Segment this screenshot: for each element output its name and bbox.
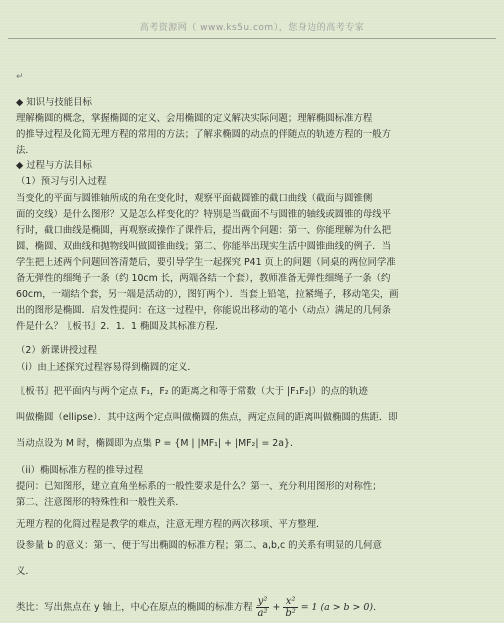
paragraph-line: 行时，截口曲线是椭圆，再观察或操作了课件后，提出两个问题：第一、你能理解为什么把 bbox=[16, 225, 392, 236]
paragraph-line: 件是什么？〖板书〗2．1．1 椭圆及其标准方程． bbox=[16, 321, 225, 332]
paragraph-line: 出的图形是椭圆．启发性提问：在这一过程中，你能说出移动的笔小（动点）满足的几何条 bbox=[16, 305, 392, 316]
page-header: 高考资源网（ www.ks5u.com），您身边的高考专家 bbox=[139, 23, 365, 33]
paragraph-line: 当变化的平面与圆锥轴所成的角在变化时，观察平面截圆锥的截口曲线（截面与圆锥侧 bbox=[16, 193, 373, 204]
paragraph-mark-icon: ↵ bbox=[16, 72, 24, 82]
header-divider bbox=[8, 38, 496, 39]
heading-knowledge-goals: ◆ 知识与技能目标 bbox=[16, 97, 92, 108]
paragraph-line: 备无弹性的细绳子一条（约 10cm 长，两端各结一个套），教师准备无弹性细绳子一条（约 bbox=[16, 273, 391, 284]
analogy-text: 类比：写出焦点在 y 轴上，中心在原点的椭圆的标准方程 bbox=[16, 602, 253, 613]
subheading-derivation: （ii）椭圆标准方程的推导过程 bbox=[16, 465, 144, 476]
paragraph-line: 叫做椭圆（ellipse）．其中这两个定点叫做椭圆的焦点，两定点间的距离叫做椭圆的焦距．即 bbox=[16, 412, 398, 423]
paragraph-line: 学生把上述两个问题回答清楚后，要引导学生一起探究 P41 页上的问题（同桌的两位同学准 bbox=[16, 257, 396, 268]
paragraph-line: 当动点设为 M 时，椭圆即为点集 P = {M | |MF₁| + |MF₂| = 2a}． bbox=[16, 438, 300, 449]
paragraph-line: （i）由上述探究过程容易得到椭圆的定义． bbox=[16, 362, 197, 373]
paragraph-line: 第二、注意图形的特殊性和一般性关系． bbox=[16, 497, 185, 508]
subheading-new-lesson: （2）新课讲授过程 bbox=[16, 345, 97, 356]
paragraph-line: 设参量 b 的意义：第一、便于写出椭圆的标准方程；第二、a,b,c 的关系有明显的几何意 bbox=[16, 540, 382, 551]
fraction-y-over-a: $\frac{\text{y²}}{\text{a²}}$ bbox=[257, 596, 268, 619]
paragraph-line: 〖板书〗把平面内与两个定点 F₁，F₂ 的距离之和等于常数（大于 |F₁F₂|）的点的轨迹 bbox=[16, 386, 368, 397]
paragraph-line: 提问：已知图形，建立直角坐标系的一般性要求是什么？第一、充分利用图形的对称性； bbox=[16, 481, 382, 492]
paragraph-line: 圆、椭圆、双曲线和抛物线叫做圆锥曲线；第二、你能举出现实生活中圆锥曲线的例子．当 bbox=[16, 241, 392, 252]
paragraph-line: 无理方程的化简过程是教学的难点，注意无理方程的两次移项、平方整理． bbox=[16, 519, 326, 530]
subheading-preview: （1）预习与引入过程 bbox=[16, 176, 107, 187]
plus-sign: + bbox=[272, 602, 281, 613]
paragraph-line: 义． bbox=[16, 566, 35, 577]
equation-rhs: = 1 (a > b > 0)． bbox=[300, 602, 383, 613]
paragraph-line: 的推导过程及化简无理方程的常用的方法；了解求椭圆的动点的伴随点的轨迹方程的一般方 bbox=[16, 129, 392, 140]
paragraph-line: 法． bbox=[16, 145, 35, 156]
analogy-equation-line bbox=[16, 595, 488, 621]
paragraph-line: 60cm，一端结个套，另一端是活动的），图钉两个）．当套上铅笔，拉紧绳子，移动笔尖，画 bbox=[16, 289, 399, 300]
heading-process-goals: ◆ 过程与方法目标 bbox=[16, 160, 92, 171]
fraction-x-over-b: $\frac{\text{x²}}{\text{b²}}$ bbox=[285, 596, 296, 619]
paragraph-line: 理解椭圆的概念，掌握椭圆的定义、会用椭圆的定义解决实际问题；理解椭圆标准方程 bbox=[16, 113, 373, 124]
paragraph-line: 面的交线）是什么图形？又是怎么样变化的？特别是当截面不与圆锥的轴线或圆锥的母线平 bbox=[16, 209, 392, 220]
